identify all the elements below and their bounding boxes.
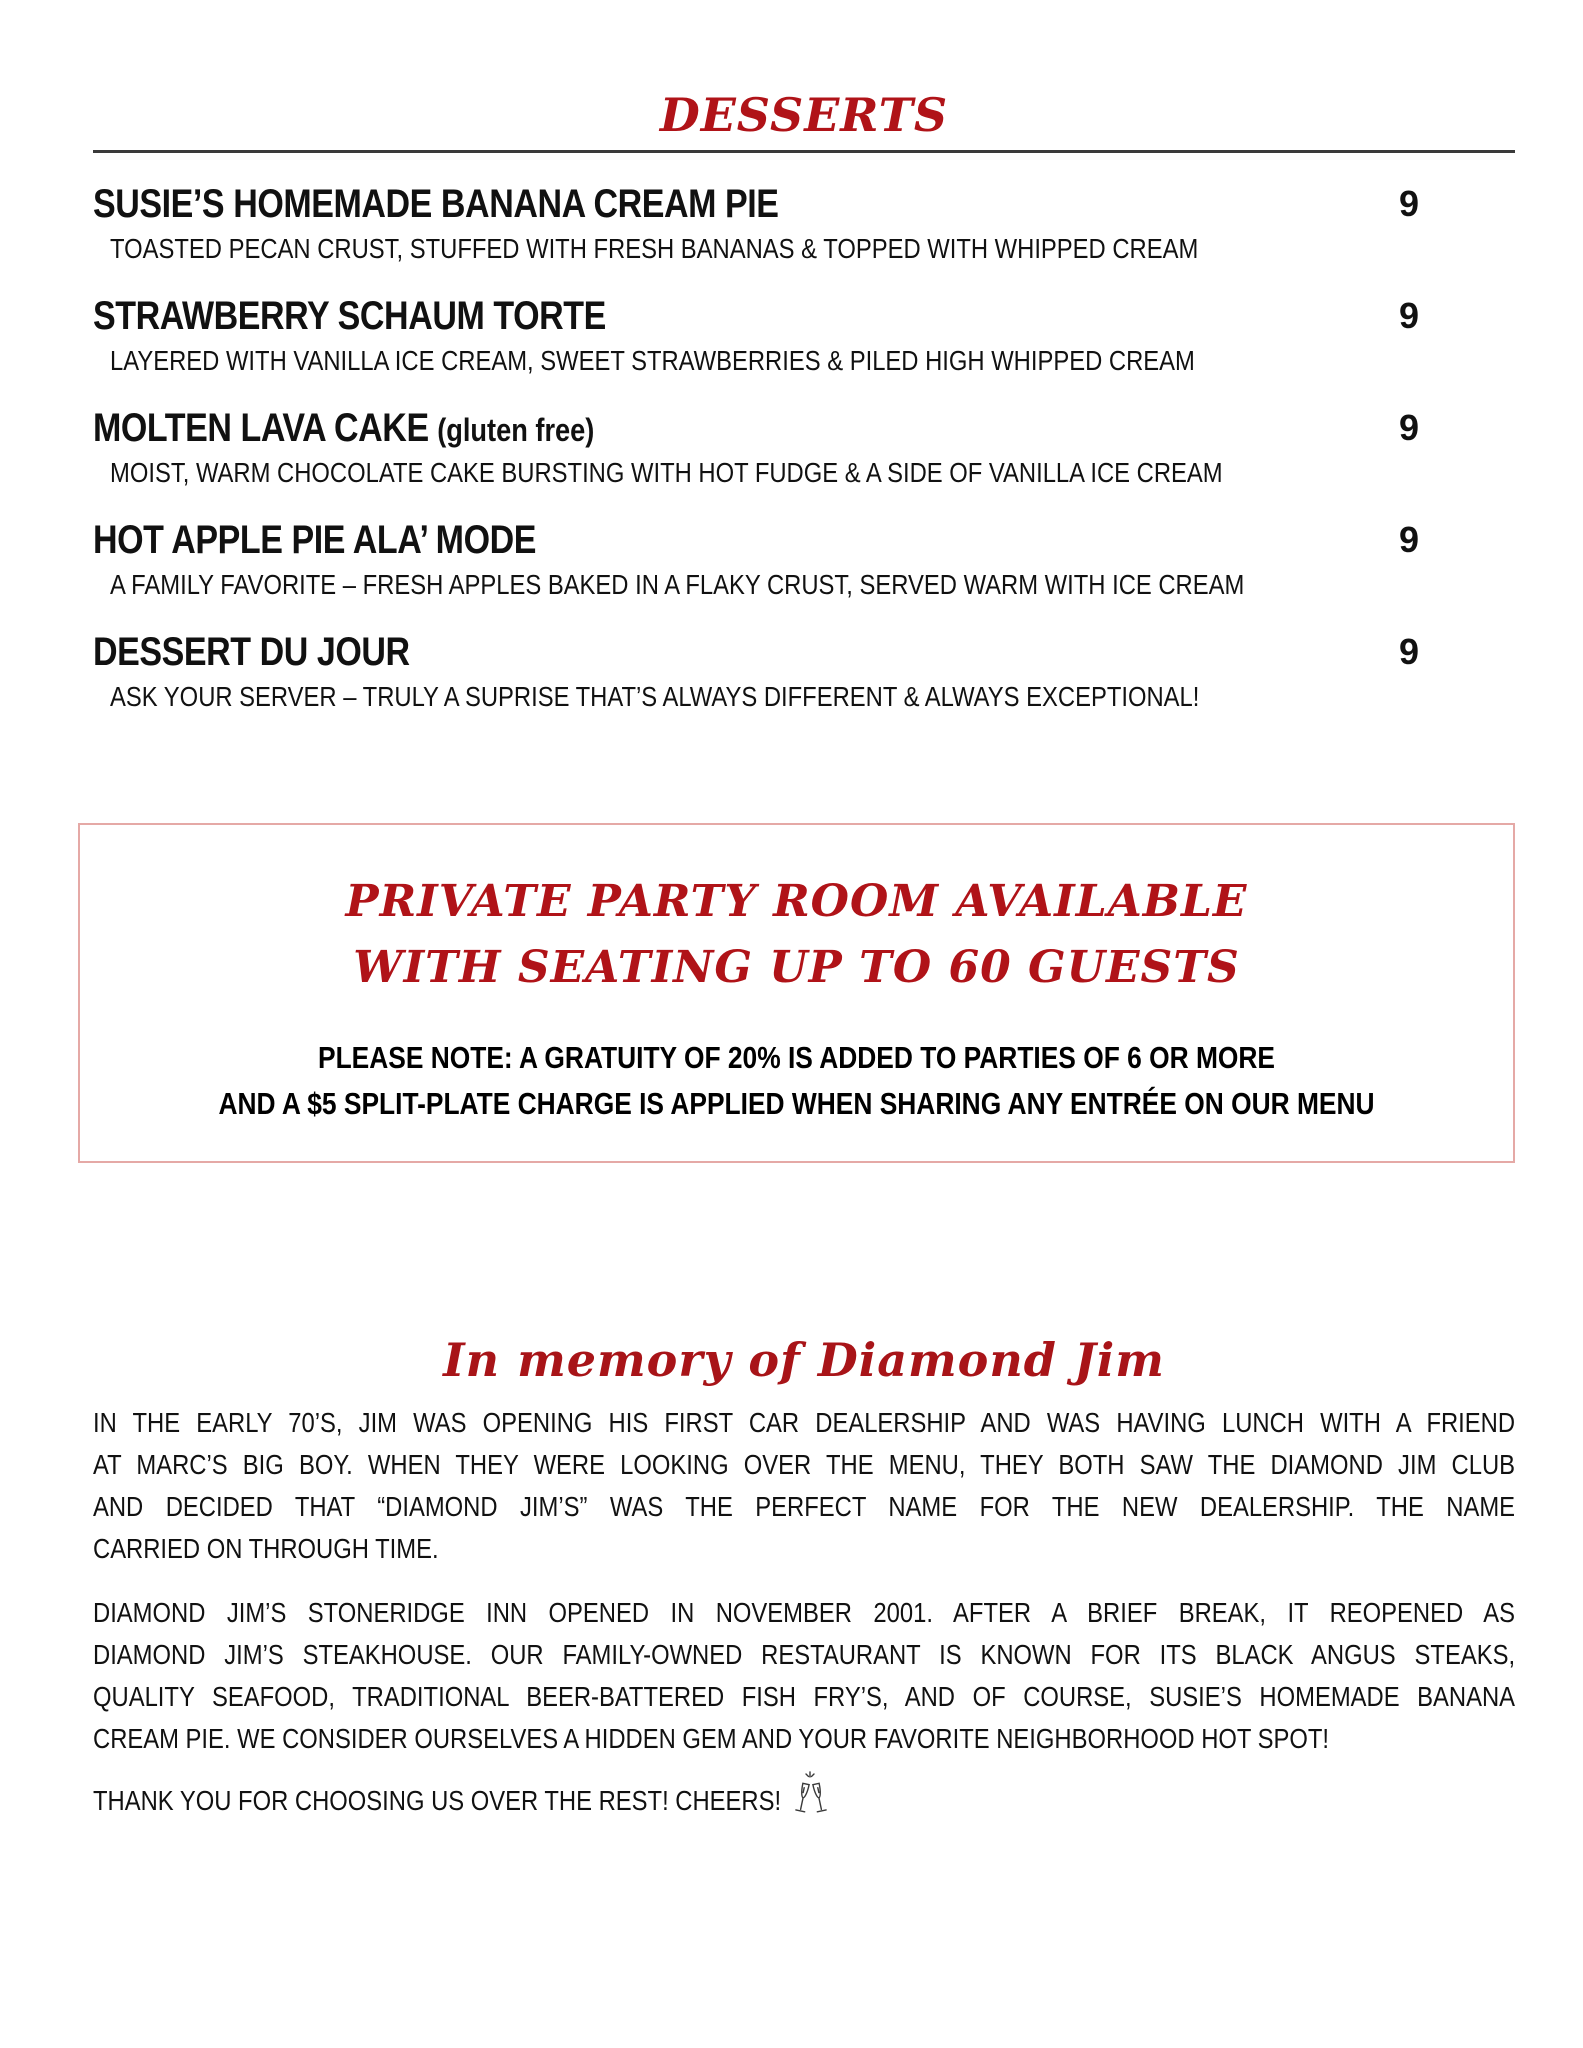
desserts-menu-section [93,181,1515,717]
item-name: HOT APPLE PIE ALA’ MODE [93,518,536,562]
party-box-script-line-1: PRIVATE PARTY ROOM AVAILABLE [345,876,1248,927]
item-title-row [93,629,1515,675]
item-price: 9 [1399,295,1420,336]
item-description: TOASTED PECAN CRUST, STUFFED WITH FRESH BANANAS & TOPPED WITH WHIPPED CREAM [110,233,1199,264]
story-paragraph-2 [93,1592,1515,1760]
champagne-flutes-icon [793,1770,827,1832]
story-line: DIAMOND JIM’S STEAKHOUSE. OUR FAMILY-OWNED RESTAURANT IS KNOWN FOR ITS BLACK ANGUS STEAKS, [93,1639,1516,1670]
story-line: IN THE EARLY 70’S, JIM WAS OPENING HIS FIRST CAR DEALERSHIP AND WAS HAVING LUNCH WITH A FRIEND [93,1407,1516,1438]
item-price: 9 [1399,407,1420,448]
menu-item [93,629,1515,717]
item-description: MOIST, WARM CHOCOLATE CAKE BURSTING WITH HOT FUDGE & A SIDE OF VANILLA ICE CREAM [110,457,1223,488]
story-line: CARRIED ON THROUGH TIME. [93,1533,439,1564]
menu-item [93,517,1515,605]
memory-heading: In memory of Diamond Jim [443,1333,1165,1387]
closing-text: THANK YOU FOR CHOOSING US OVER THE REST! CHEERS! [93,1785,782,1816]
story-paragraph-1 [93,1402,1515,1570]
closing-line [93,1770,1515,1832]
story-line: CREAM PIE. WE CONSIDER OURSELVES A HIDDEN GEM AND YOUR FAVORITE NEIGHBORHOOD HOT SPOT! [93,1723,1330,1754]
page-title: DESSERTS [659,88,949,142]
item-name: MOLTEN LAVA CAKE [93,406,429,450]
private-party-notice-box [78,823,1515,1163]
item-title-row [93,181,1515,227]
menu-item [93,181,1515,269]
story-line: QUALITY SEAFOOD, TRADITIONAL BEER-BATTERED FISH FRY’S, AND OF COURSE, SUSIE’S HOMEMADE BANANA [93,1681,1516,1712]
item-price: 9 [1399,631,1420,672]
menu-item [93,405,1515,493]
item-name: DESSERT DU JOUR [93,630,410,674]
item-title-row [93,405,1515,451]
heading-rule [93,150,1515,153]
item-description: A FAMILY FAVORITE – FRESH APPLES BAKED IN A FLAKY CRUST, SERVED WARM WITH ICE CREAM [110,569,1245,600]
item-price: 9 [1399,183,1420,224]
story-line: DIAMOND JIM’S STONERIDGE INN OPENED IN NOVEMBER 2001. AFTER A BRIEF BREAK, IT REOPENED AS [93,1597,1516,1628]
item-description: ASK YOUR SERVER – TRULY A SUPRISE THAT’S ALWAYS DIFFERENT & ALWAYS EXCEPTIONAL! [110,681,1200,712]
menu-item [93,293,1515,381]
item-price: 9 [1399,519,1420,560]
party-box-notes [80,1035,1513,1127]
party-box-script-line-2: WITH SEATING UP TO 60 GUESTS [353,942,1240,993]
gratuity-note-line-1: PLEASE NOTE: A GRATUITY OF 20% IS ADDED TO PARTIES OF 6 OR MORE [317,1040,1275,1075]
item-note: (gluten free) [437,412,595,448]
item-description: LAYERED WITH VANILLA ICE CREAM, SWEET STRAWBERRIES & PILED HIGH WHIPPED CREAM [110,345,1195,376]
item-title-row [93,293,1515,339]
item-name: SUSIE’S HOMEMADE BANANA CREAM PIE [93,182,779,226]
item-name: STRAWBERRY SCHAUM TORTE [93,294,606,338]
story-line: AND DECIDED THAT “DIAMOND JIM’S” WAS THE PERFECT NAME FOR THE NEW DEALERSHIP. THE NAME [93,1491,1516,1522]
gratuity-note-line-2: AND A $5 SPLIT-PLATE CHARGE IS APPLIED WHEN SHARING ANY ENTRÉE ON OUR MENU [218,1086,1375,1121]
story-line: AT MARC’S BIG BOY. WHEN THEY WERE LOOKING OVER THE MENU, THEY BOTH SAW THE DIAMOND JIM CLUB [93,1449,1516,1480]
item-title-row [93,517,1515,563]
